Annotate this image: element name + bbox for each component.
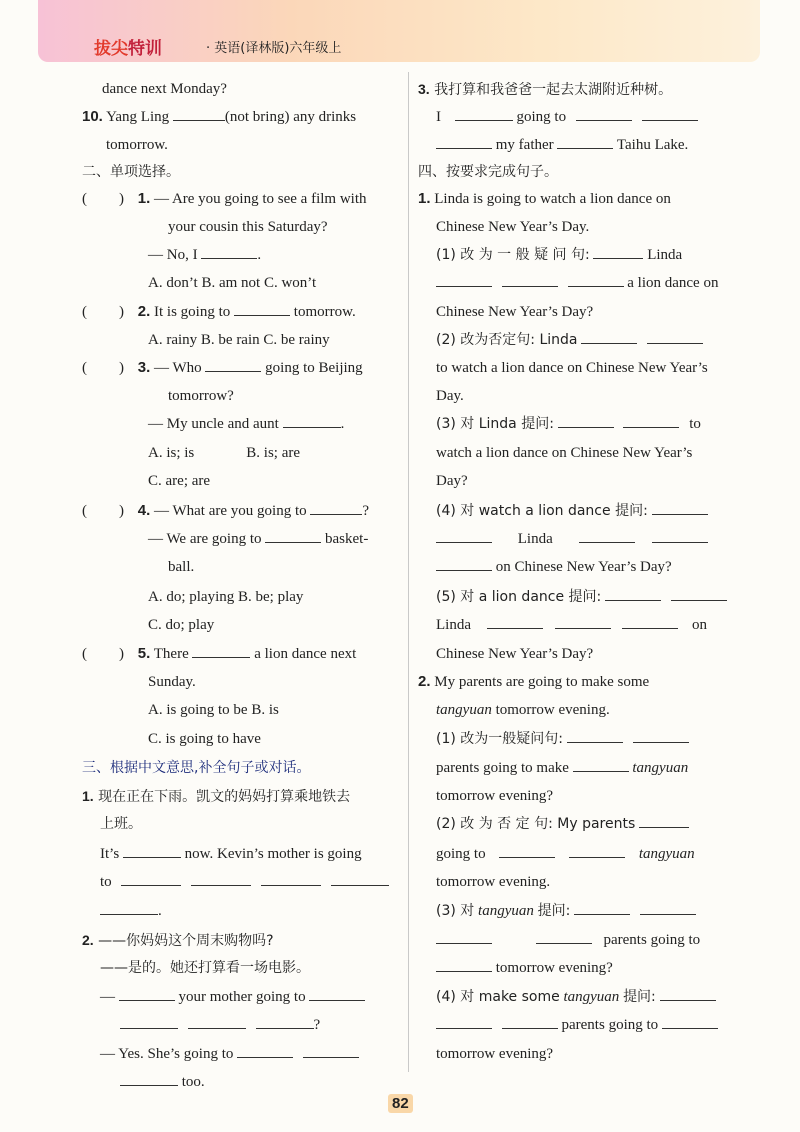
answer-blank[interactable] — [455, 108, 513, 121]
answer-blank[interactable] — [283, 415, 341, 428]
answer-blank[interactable] — [633, 730, 689, 743]
text-line: It’s now. Kevin’s mother is going — [100, 846, 362, 862]
answer-blank[interactable] — [576, 108, 632, 121]
mc-question-4: ( ) 4. — What are you going to ? — [82, 502, 370, 519]
answer-blank[interactable] — [100, 902, 158, 915]
page-header — [38, 0, 760, 62]
answer-blank[interactable] — [120, 1073, 178, 1086]
answer-blank[interactable] — [579, 530, 635, 543]
text-line: Linda — [436, 530, 708, 548]
options: C. is going to have — [148, 731, 261, 747]
text-line: (2) 改 为 否 定 句: My parents — [436, 815, 689, 833]
answer-blank[interactable] — [671, 588, 727, 601]
options: A. rainy B. be rain C. be rainy — [148, 332, 330, 348]
options: A. is going to be B. is — [148, 702, 279, 718]
answer-blank[interactable] — [555, 616, 611, 629]
translate-1-cn: 1. 现在正在下雨。凯文的妈妈打算乘地铁去 — [82, 788, 351, 805]
mc-question-3: ( ) 3. — Who going to Beijing — [82, 359, 363, 376]
text-line: — No, I . — [148, 247, 262, 263]
answer-blank[interactable] — [536, 931, 592, 944]
answer-blank[interactable] — [303, 1045, 359, 1058]
text-line: ? — [120, 1016, 320, 1034]
text-line: tangyuan tomorrow evening. — [436, 702, 610, 718]
rewrite-2: 2. My parents are going to make some — [418, 673, 650, 690]
text-line: (5) 对 a lion dance 提问: — [436, 588, 727, 606]
answer-blank[interactable] — [120, 1016, 178, 1029]
brand-logo: 拔尖特训 — [94, 39, 162, 59]
answer-blank[interactable] — [309, 988, 365, 1001]
text-line: to watch a lion dance on Chinese New Year’s — [436, 360, 708, 376]
text-line: Chinese New Year’s Day? — [436, 646, 594, 662]
text-line: tomorrow? — [168, 388, 234, 404]
answer-blank[interactable] — [436, 274, 492, 287]
text-line: Linda on — [436, 617, 707, 633]
text-line: parents going to make tangyuan — [436, 760, 689, 776]
page-number: 82 — [388, 1094, 413, 1113]
answer-blank[interactable] — [639, 815, 689, 828]
answer-blank[interactable] — [119, 988, 175, 1001]
answer-blank[interactable] — [310, 502, 362, 515]
answer-blank[interactable] — [436, 136, 492, 149]
text-line: Day? — [436, 473, 468, 489]
answer-blank[interactable] — [173, 108, 225, 121]
options: A. don’t B. am not C. won’t — [148, 275, 317, 291]
text-line: . — [100, 902, 162, 920]
text-line: tomorrow evening. — [436, 874, 551, 890]
answer-blank[interactable] — [568, 274, 624, 287]
options: A. is; is B. is; are — [148, 445, 301, 461]
text-line: dance next Monday? — [102, 81, 227, 97]
text-line: too. — [120, 1073, 205, 1091]
answer-blank[interactable] — [436, 931, 492, 944]
answer-blank[interactable] — [652, 530, 708, 543]
text-line: tomorrow evening? — [436, 788, 554, 804]
text-line: watch a lion dance on Chinese New Year’s — [436, 445, 693, 461]
answer-blank[interactable] — [436, 530, 492, 543]
text-line: (2) 改为否定句: Linda — [436, 331, 703, 349]
text-line: — your mother going to — [100, 988, 365, 1006]
column-divider — [408, 72, 409, 1072]
answer-blank[interactable] — [201, 246, 257, 259]
answer-blank[interactable] — [237, 1045, 293, 1058]
answer-blank[interactable] — [622, 616, 678, 629]
answer-blank[interactable] — [557, 136, 613, 149]
text-line: my father Taihu Lake. — [436, 136, 688, 154]
text-line: 上班。 — [100, 816, 142, 832]
text-line: (1) 改 为 一 般 疑 问 句: Linda — [436, 247, 683, 263]
answer-blank[interactable] — [331, 873, 389, 886]
section-heading: 三、根据中文意思,补全句子或对话。 — [82, 760, 311, 776]
text-line: on Chinese New Year’s Day? — [436, 558, 672, 576]
answer-blank[interactable] — [265, 530, 321, 543]
text-line: — My uncle and aunt . — [148, 416, 345, 432]
answer-blank[interactable] — [660, 988, 716, 1001]
answer-blank[interactable] — [261, 873, 321, 886]
answer-blank[interactable] — [436, 959, 492, 972]
answer-blank[interactable] — [121, 873, 181, 886]
options: A. do; playing B. be; play — [148, 589, 304, 605]
text-line: — We are going to basket- — [148, 531, 369, 547]
section-heading: 二、单项选择。 — [82, 164, 180, 180]
text-line: your cousin this Saturday? — [168, 219, 328, 235]
text-line: Sunday. — [148, 674, 196, 690]
book-breadcrumb: · 英语(译林版)六年级上 — [206, 41, 342, 56]
text-line: (3) 对 tangyuan 提问: — [436, 902, 696, 920]
answer-blank[interactable] — [502, 274, 558, 287]
answer-blank[interactable] — [191, 873, 251, 886]
text-line: going to tangyuan — [436, 846, 695, 862]
text-line: parents going to — [436, 1016, 718, 1034]
answer-blank[interactable] — [652, 502, 708, 515]
rewrite-1: 1. Linda is going to watch a lion dance on — [418, 190, 671, 207]
mc-question-2: ( ) 2. It is going to tomorrow. — [82, 303, 356, 320]
answer-blank[interactable] — [642, 108, 698, 121]
text-line: (1) 改为一般疑问句: — [436, 730, 689, 748]
text-line: a lion dance on — [436, 274, 718, 292]
answer-blank[interactable] — [573, 759, 629, 772]
text-line: (4) 对 make some tangyuan 提问: — [436, 988, 716, 1006]
options: C. do; play — [148, 617, 215, 633]
mc-question-5: ( ) 5. There a lion dance next — [82, 645, 357, 662]
answer-blank[interactable] — [188, 1016, 246, 1029]
text-line: Day. — [436, 388, 464, 404]
answer-blank[interactable] — [605, 588, 661, 601]
text-line: tomorrow. — [106, 137, 168, 153]
answer-blank[interactable] — [436, 1016, 492, 1029]
answer-blank[interactable] — [234, 303, 290, 316]
answer-blank[interactable] — [662, 1016, 718, 1029]
answer-blank[interactable] — [256, 1016, 314, 1029]
text-line: (4) 对 watch a lion dance 提问: — [436, 502, 708, 520]
answer-blank[interactable] — [192, 645, 250, 658]
answer-blank[interactable] — [502, 1016, 558, 1029]
mc-question-1: ( ) 1. — Are you going to see a film with — [82, 190, 367, 207]
text-line: Chinese New Year’s Day. — [436, 219, 590, 235]
answer-blank[interactable] — [574, 902, 630, 915]
answer-blank[interactable] — [640, 902, 696, 915]
text-line: tomorrow evening? — [436, 959, 613, 977]
section-heading: 四、按要求完成句子。 — [418, 164, 558, 180]
text-line: tomorrow evening? — [436, 1046, 554, 1062]
answer-blank[interactable] — [436, 558, 492, 571]
text-line: ball. — [168, 559, 195, 575]
answer-blank[interactable] — [499, 845, 555, 858]
options: C. are; are — [148, 473, 211, 489]
answer-blank[interactable] — [581, 331, 637, 344]
answer-blank[interactable] — [567, 730, 623, 743]
question-10: 10. Yang Ling (not bring) any drinks — [82, 108, 357, 125]
text-line: parents going to — [436, 931, 700, 949]
answer-blank[interactable] — [205, 359, 261, 372]
text-line: to — [100, 873, 389, 891]
answer-blank[interactable] — [487, 616, 543, 629]
text-line: Chinese New Year’s Day? — [436, 304, 594, 320]
text-line: — Yes. She’s going to — [100, 1045, 359, 1063]
answer-blank[interactable] — [593, 246, 643, 259]
answer-blank[interactable] — [569, 845, 625, 858]
answer-blank[interactable] — [647, 331, 703, 344]
answer-blank[interactable] — [123, 845, 181, 858]
translate-2-cn: 2. ——你妈妈这个周末购物吗? — [82, 932, 274, 949]
answer-blank[interactable] — [623, 415, 679, 428]
translate-3-cn: 3. 我打算和我爸爸一起去太湖附近种树。 — [418, 81, 673, 98]
text-line: (3) 对 Linda 提问: to — [436, 416, 701, 432]
answer-blank[interactable] — [558, 415, 614, 428]
text-line: I going to — [436, 108, 698, 126]
text-line: ——是的。她还打算看一场电影。 — [100, 960, 310, 976]
